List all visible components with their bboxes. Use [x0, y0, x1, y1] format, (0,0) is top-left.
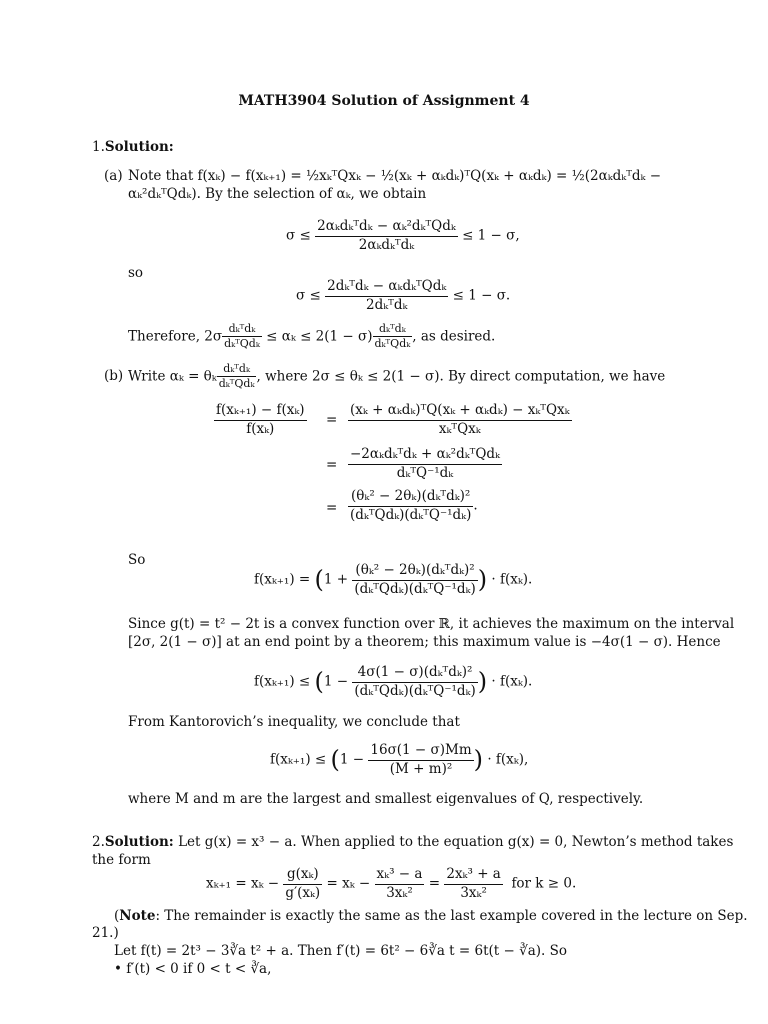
eq2-numerator: 2dₖᵀdₖ − αₖdₖᵀQdₖ	[325, 278, 448, 297]
eq3-rhs: · f(xₖ).	[491, 571, 533, 588]
aligned-equals-3: =	[326, 500, 338, 516]
eq5-fraction	[368, 742, 473, 778]
right-paren: )	[477, 565, 488, 594]
eq4-numerator: 4σ(1 − σ)(dₖᵀdₖ)²	[352, 664, 477, 683]
equation-3	[254, 562, 532, 598]
note-line-1	[114, 908, 748, 926]
fraction-numerator: dₖᵀdₖ	[222, 322, 262, 337]
equation-2	[296, 278, 510, 314]
equation-1	[286, 218, 520, 254]
aligned-step-3-fraction	[348, 488, 473, 524]
problem-1-heading	[92, 139, 174, 157]
kantorovich-line: From Kantorovich’s inequality, we conclude that	[128, 714, 460, 730]
solution-label: Solution:	[104, 834, 174, 850]
fraction-denominator: dₖᵀQdₖ	[224, 337, 260, 351]
therefore-fraction-2	[373, 322, 413, 352]
aligned-lhs	[214, 402, 307, 438]
eq3-denominator: (dₖᵀQdₖ)(dₖᵀQ⁻¹dₖ)	[354, 580, 476, 597]
fraction-denominator: g′(xₖ)	[285, 884, 321, 901]
so-text-2: So	[128, 552, 146, 568]
eq4-one: 1 −	[323, 673, 349, 690]
note-text: : The remainder is exactly the same as the last example covered in the lecture on Sep.	[155, 908, 748, 924]
aligned-equals-2: =	[326, 457, 338, 473]
newton-fraction-2	[375, 866, 425, 902]
right-paren: )	[473, 745, 484, 774]
step-3-numerator: (θₖ² − 2θₖ)(dₖᵀdₖ)²	[348, 488, 473, 507]
eq5-numerator: 16σ(1 − σ)Mm	[368, 742, 473, 761]
fraction-numerator: dₖᵀdₖ	[217, 362, 257, 377]
fraction-denominator: 3xₖ²	[386, 884, 413, 901]
eq5-lhs: f(xₖ₊₁) ≤	[270, 751, 327, 768]
where-line: where M and m are the largest and smallest eigenvalues of Q, respectively.	[128, 791, 644, 807]
therefore-fraction-1	[222, 322, 262, 352]
eq4-lhs: f(xₖ₊₁) ≤	[254, 673, 311, 690]
eq2-rhs: ≤ 1 − σ.	[452, 287, 511, 304]
eq2-denominator: 2dₖᵀdₖ	[366, 296, 408, 313]
problem-2-line-1	[92, 834, 733, 852]
left-paren: (	[314, 565, 324, 594]
newton-middle: = xₖ −	[326, 875, 371, 892]
eq4-rhs: · f(xₖ).	[491, 673, 533, 690]
eq3-lhs: f(xₖ₊₁) =	[254, 571, 311, 588]
step-3-period: .	[473, 497, 478, 514]
step-2-numerator: −2αₖdₖᵀdₖ + αₖ²dₖᵀQdₖ	[348, 446, 502, 465]
therefore-line	[128, 322, 495, 352]
part-b-line-1	[128, 362, 665, 392]
eq3-numerator: (θₖ² − 2θₖ)(dₖᵀdₖ)²	[352, 562, 477, 581]
fraction-numerator: dₖᵀdₖ	[373, 322, 413, 337]
eq1-numerator: 2αₖdₖᵀdₖ − αₖ²dₖᵀQdₖ	[315, 218, 458, 237]
fraction-numerator: 2xₖ³ + a	[444, 866, 502, 885]
newton-equals: =	[428, 875, 441, 892]
fraction-denominator: 3xₖ²	[460, 884, 487, 901]
left-paren: (	[314, 667, 324, 696]
note-label: Note	[119, 908, 156, 924]
step-3-denominator: (dₖᵀQdₖ)(dₖᵀQ⁻¹dₖ)	[350, 506, 472, 523]
right-paren: )	[477, 667, 488, 696]
eq2-fraction	[325, 278, 448, 314]
aligned-lhs-numerator: f(xₖ₊₁) − f(xₖ)	[214, 402, 307, 421]
fraction-numerator: xₖ³ − a	[375, 866, 425, 885]
equation-4	[254, 664, 532, 700]
part-b-prefix: Write αₖ = θₖ	[128, 368, 217, 385]
eq4-fraction	[352, 664, 477, 700]
newton-fraction-3	[444, 866, 502, 902]
aligned-step-2	[348, 446, 502, 482]
aligned-step-2-fraction	[348, 446, 502, 482]
since-line-2: [2σ, 2(1 − σ)] at an end point by a theorem; this maximum value is −4σ(1 − σ). Hence	[128, 634, 721, 650]
fraction-denominator: dₖᵀQdₖ	[374, 337, 411, 351]
note-open-paren: (	[114, 908, 120, 924]
eq5-rhs: · f(xₖ),	[487, 751, 529, 768]
eq3-fraction	[352, 562, 477, 598]
eq1-lhs: σ ≤	[286, 227, 311, 244]
aligned-step-3	[348, 488, 478, 524]
therefore-suffix: , as desired.	[412, 328, 496, 345]
eq4-denominator: (dₖᵀQdₖ)(dₖᵀQ⁻¹dₖ)	[354, 682, 476, 699]
newton-fraction-1	[283, 866, 322, 902]
problem-number: 1.	[92, 139, 105, 155]
solution-label: Solution:	[104, 139, 174, 155]
equation-5	[270, 742, 528, 778]
newton-equation	[206, 866, 576, 902]
eq1-denominator: 2αₖdₖᵀdₖ	[358, 236, 415, 253]
part-a-label: (a)	[104, 168, 123, 184]
aligned-equals-1: =	[326, 412, 338, 428]
eq1-rhs: ≤ 1 − σ,	[462, 227, 520, 244]
since-line-1: Since g(t) = t² − 2t is a convex function over ℝ, it achieves the maximum on the interval	[128, 616, 735, 632]
problem-number: 2.	[92, 834, 105, 850]
step-1-denominator: xₖᵀQxₖ	[438, 420, 481, 437]
let-line: Let f(t) = 2t³ − 3∛a t² + a. Then f′(t) = 6t² − 6∛a t = 6t(t − ∛a). So	[114, 943, 567, 959]
so-text: so	[128, 265, 144, 281]
eq1-fraction	[315, 218, 458, 254]
aligned-step-1-fraction	[348, 402, 572, 438]
eq5-one: 1 −	[339, 751, 365, 768]
problem-2-text: Let g(x) = x³ − a. When applied to the equation g(x) = 0, Newton’s method takes	[178, 834, 734, 850]
eq3-one: 1 +	[323, 571, 349, 588]
eq5-denominator: (M + m)²	[389, 760, 453, 777]
fraction-numerator: g(xₖ)	[283, 866, 322, 885]
bullet-line: • f′(t) < 0 if 0 < t < ∛a,	[114, 961, 272, 977]
newton-lhs: xₖ₊₁ = xₖ −	[206, 875, 280, 892]
therefore-prefix: Therefore, 2σ	[128, 328, 223, 345]
left-paren: (	[330, 745, 340, 774]
part-b-label: (b)	[104, 368, 124, 384]
part-a-line-1: Note that f(xₖ) − f(xₖ₊₁) = ½xₖᵀQxₖ − ½(xₖ + αₖdₖ)ᵀQ(xₖ + αₖdₖ) = ½(2αₖdₖᵀdₖ −	[128, 168, 662, 184]
part-b-fraction	[217, 362, 257, 392]
document-title: MATH3904 Solution of Assignment 4	[238, 93, 530, 109]
part-a-line-2: αₖ²dₖᵀQdₖ). By the selection of αₖ, we obtain	[128, 186, 427, 202]
step-1-numerator: (xₖ + αₖdₖ)ᵀQ(xₖ + αₖdₖ) − xₖᵀQxₖ	[348, 402, 572, 421]
problem-2-line-2: the form	[92, 852, 151, 868]
part-b-suffix: , where 2σ ≤ θₖ ≤ 2(1 − σ). By direct computation, we have	[256, 368, 666, 385]
fraction-denominator: dₖᵀQdₖ	[218, 377, 255, 391]
aligned-lhs-denominator: f(xₖ)	[246, 420, 275, 437]
newton-condition: for k ≥ 0.	[511, 875, 577, 892]
note-line-2: 21.)	[92, 925, 119, 941]
therefore-middle: ≤ αₖ ≤ 2(1 − σ)	[266, 328, 373, 345]
aligned-step-1	[348, 402, 572, 438]
aligned-lhs-fraction	[214, 402, 307, 438]
eq2-lhs: σ ≤	[296, 287, 321, 304]
step-2-denominator: dₖᵀQ⁻¹dₖ	[396, 464, 454, 481]
